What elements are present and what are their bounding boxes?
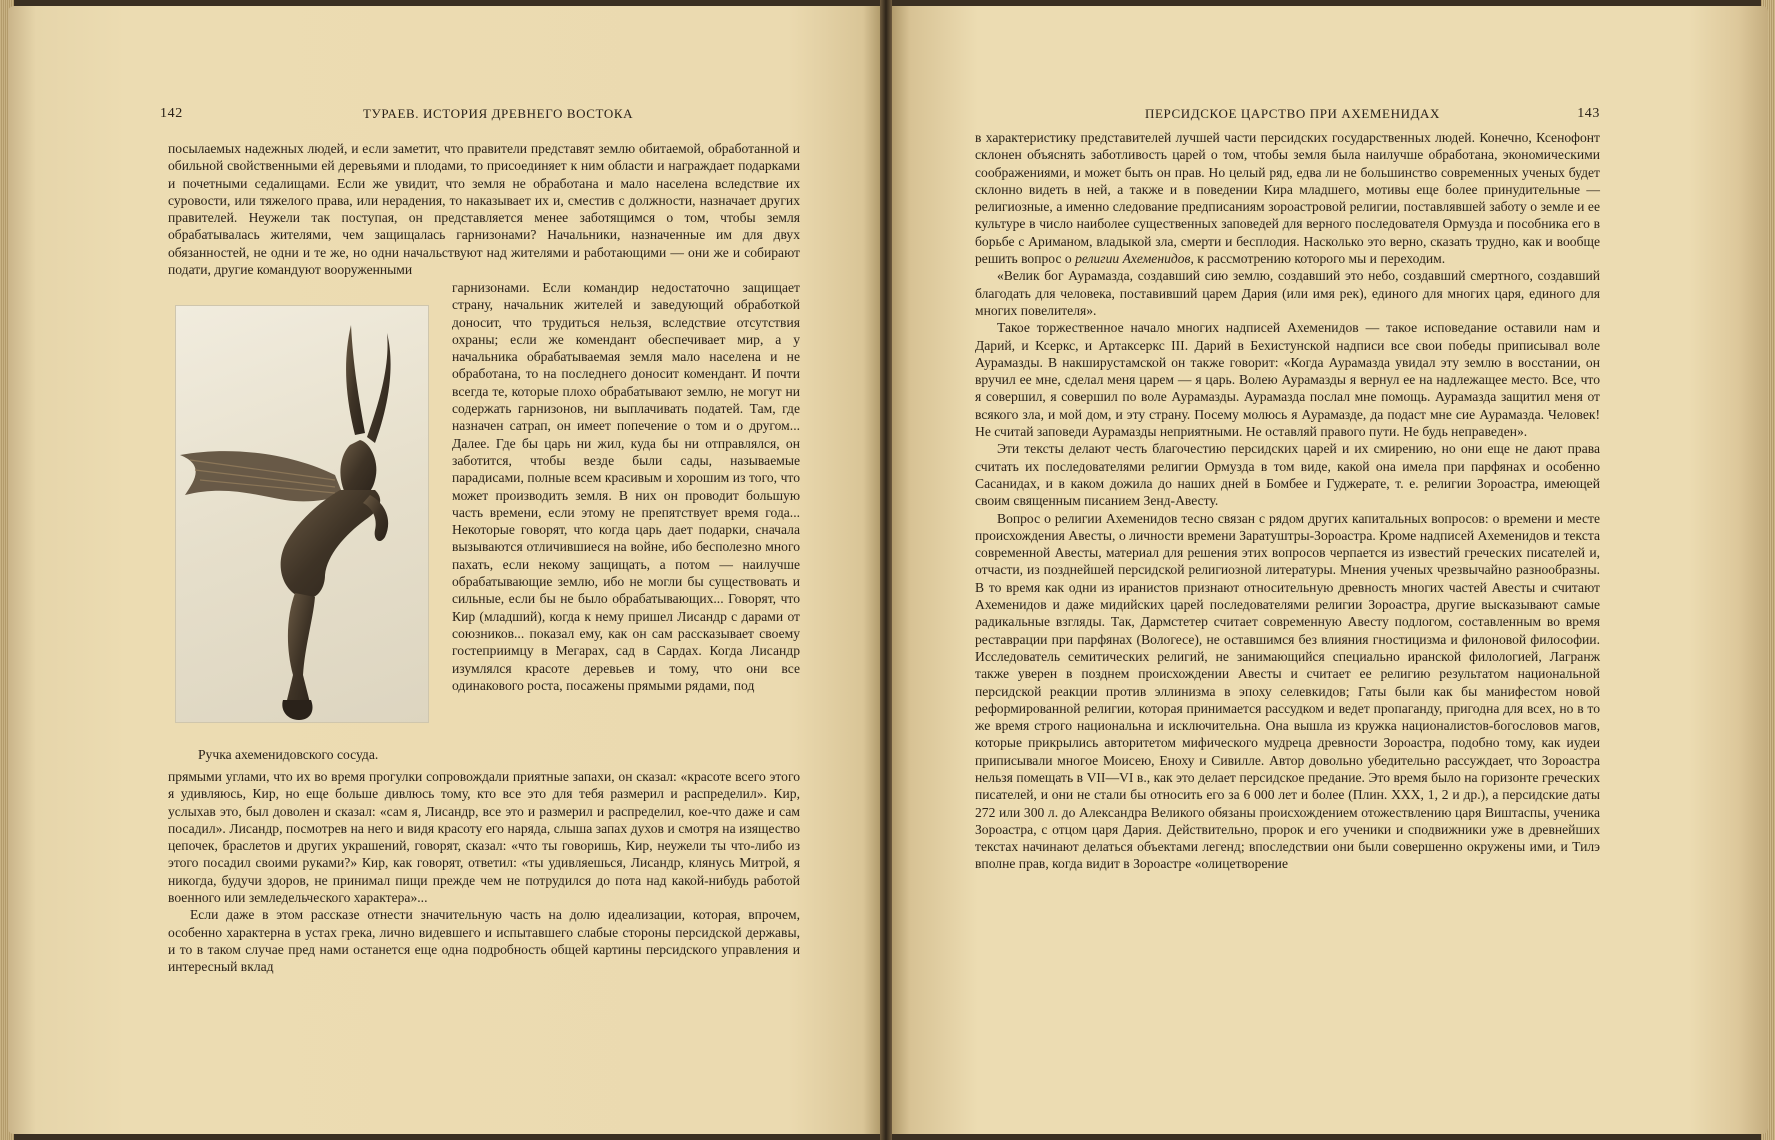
right-page-number: 143	[1577, 106, 1600, 121]
left-page-number: 142	[160, 106, 183, 121]
ibex-head	[340, 440, 376, 499]
hoof-base	[282, 700, 312, 720]
hind-leg-handle	[287, 593, 315, 712]
left-text-bottom	[168, 768, 800, 976]
right-running-title: ПЕРСИДСКОЕ ЦАРСТВО ПРИ АХЕМЕНИДАХ	[1145, 106, 1441, 121]
left-paragraph: прямыми углами, что их во время прогулки сопровождали приятные запахи, он сказал: «красоте всего этого я удивляюсь, Кир, но еще больше дивлюсь тому, кто все это для тебя размерил и распределил». Кир, услыхав это, был доволен и сказал: «сам я, Лисандр, все это и размерил и распределил, кое-что даже и сам посадил». Лисандр, посмотрев на него и видя красоту его наряда, слыша запах духов и смотря на изящество цепочек, браслетов и других украшений, говорят, сказал: «что ты говоришь, Кир, неужели ты что-либо из этого посадил своими руками?» Кир, как говорят, ответил: «ты удивляешься, Лисандр, клянусь Митрой, я никогда, будучи здоров, не принимал пищи прежде чем не потрудился до пота над какой-нибудь работой военного или земледельческого характера»...	[168, 769, 800, 906]
wing	[180, 451, 343, 501]
right-paragraph-text: в характеристику представителей лучшей части персидских государственных людей. Конечно, Ксенофонт склонен объяснять заботливость царей о том, чтобы земля была наилучше обработана, экономическими соображениями, и может быть он прав. Но целый ряд, едва ли не большинство современных ученых будет склонно видеть в ней, а также и в поведении Кира младшего, мотивы еще более принудительные — религиозные, а именно следование предписаниям зороастровой религии, поставлявшей заботу о земле и ее культуре в число наиболее существенных заповедей для верного последователя Ормузда и пособника его в борьбе с Ариманом, владыкой зла, смерти и бесплодия. Насколько это верно, сказать трудно, как и вообще решить вопрос о	[975, 130, 1600, 267]
horn-right	[367, 333, 391, 443]
winged-ibex-image	[175, 305, 429, 723]
right-paragraph: Эти тексты делают честь благочестию персидских царей и их смирению, но они еще не дают права считать их последователями религии Ормузда в том виде, какой она имела при парфянах и особенно Сасанидах, и в каком дожила до наших дней в Бомбее и Гуджерате, т. е. религии Зороастра, имеющей своим священным писанием Зенд-Авесту.	[975, 441, 1600, 509]
left-paragraph: гарнизонами. Если командир недостаточно защищает страну, начальник жителей и заведующий обработкой доносит, что трудиться нельзя, вследствие отсутствия охраны; если же комендант обеспечивает мир, а у начальника обрабатываемая земля мало населена и не обработана, то на последнего доносит комендант. И почти всегда те, которые плохо обрабатывают землю, не могут ни содержать гарнизонов, ни выплачивать податей. Там, где назначен сатрап, он имеет попечение о том и о другом... Далее. Где бы царь ни жил, куда бы ни отправлялся, он заботится, чтобы везде были сады, называемые парадисами, полные всем красивым и хорошим из того, что может производить земля. В них он проводит большую часть времени, если этому не препятствует время года... Некоторые говорят, что когда царь дает подарки, сначала вызываются отличившиеся на войне, ибо бесполезно много пахать, если некому защищать, а потом — наилучше обрабатывающие землю, ибо не могли бы существовать и сильные, если бы не было обрабатывающих... Говорят, что Кир (младший), когда к нему пришел Лисандр с дарами от союзников... показал ему, как он сам рассказывает своему гостеприимцу в Мегарах, сад в Сардах. Когда Лисандр изумлялся красоте деревьев и тому, что они все одинакового роста, посажены прямыми рядами, под	[452, 280, 800, 693]
right-paragraph	[975, 129, 1600, 267]
left-running-title: ТУРАЕВ. ИСТОРИЯ ДРЕВНЕГО ВОСТОКА	[363, 106, 634, 121]
left-text-wrap	[452, 279, 800, 694]
ibex-body	[281, 490, 381, 598]
right-paragraph: Вопрос о религии Ахеменидов тесно связан с рядом других капитальных вопросов: о времени и месте происхождения Авесты, о личности времени Заратуштры-Зороастра. Кроме надписей Ахеменидов и текста современной Авесты, материал для решения этих вопросов черпается из известий греческих писателей и, отчасти, из позднейшей персидской религиозной литературы. Мнения ученых чрезвычайно разнообразны. В то время как одни из иранистов признают относительную древность многих частей Авесты и считают Ахеменидов и даже мидийских царей последователями религии Зороастра, другие высказывают самые радикальные взгляды. Так, Дармстетер считает современную Авесту подлогом, составленным во время реставрации при парфянах (Вологесе), не оставшимся без влияния гностицизма и филоновой философии. Исследователь семитических религий, не занимающийся специально иранской филологией, Лагранж также уверен в позднем происхождении Авесты и считает ее религию результатом национальной персидской реакции против эллинизма в эпоху селевкидов; Гаты были как бы манифестом новой реформированной религии, которая принимается рассудком и ведет пропаганду, пригодна для всех, но в то же время строго национальна и исключительна. Она вышла из кружка националистов-богословов магов, которые прикрылись авторитетом мифического мудреца древности Зороастра, подобно тому, как иудеи приписывали многое Моисею, Еноху и Сивилле. Автор довольно убедительно рассуждает, что Зороастра нельзя помещать в VII—VI в., как это делает персидское предание. Это время было на горизонте греческих писателей, и они не стали бы относить его за 6 000 лет и более (Плин. XXX, 1, 2 и др.), а персидские даты 272 или 300 л. до Александра Великого обязаны происхождением отожествлению царя Виштаспы, ученика Зороастра, с отцом царя Дария. Действительно, пророк и его ученики и сподвижники уже в древнейших текстах начинают делаться объектами легенд; впоследствии они были совершенно окружены ими, и Тилэ вполне прав, когда видит в Зороастре «олицетворение	[975, 510, 1600, 872]
right-paragraph: Такое торжественное начало многих надписей Ахеменидов — такое исповедание оставили нам и Дарий, и Ксеркс, и Артаксеркс III. Дарий в Бехистунской надписи все свои победы приписывал воле Аурамазды. В накширустамской он также говорит: «Когда Аурамазда увидал эту землю в восстании, он вручил ее мне, сделал меня царем — я царь. Волею Аурамазды я вернул ее на надлежащее место. Все, что я совершил, я совершил по воле Аурамазды. Аурамазда послал мне помощь. Аурамазда защитил меня от всякого зла, и мой дом, и эту страну. Посему молюсь я Аурамазде, да подаст мне сие Аурамазда. Человек! Не считай заповеди Аурамазды неприятными. Не оставляй правого пути. Не будь неправеден».	[975, 320, 1600, 440]
italic-term: религии Ахеменидов	[1075, 251, 1191, 267]
vessel-handle-figure	[175, 305, 429, 723]
left-paragraph: Если даже в этом рассказе отнести значительную часть на долю идеализации, которая, впрочем, особенно характерна в устах грека, лично видевшего и испытавшего слабые стороны персидской державы, и то в таком случае пред нами останется еще одна подробность общей картины персидского управления и интересный вклад	[168, 907, 800, 975]
right-paragraph: «Велик бог Аурамазда, создавший сию землю, создавший это небо, создавший смертного, создавший благодать для человека, поставивший царем Дария (или имя рек), единого для многих царя, единого для многих повелителя».	[975, 268, 1600, 318]
right-paragraph-text: , к рассмотрению которого мы и переходим.	[1190, 251, 1446, 267]
figure-caption: Ручка ахеменидовского сосуда.	[198, 747, 379, 762]
book-gutter	[880, 0, 892, 1140]
left-text-top	[168, 140, 800, 278]
horn-left	[346, 325, 365, 435]
left-paragraph: посылаемых надежных людей, и если заметит, что правители представят землю обитаемой, обработанной и обильной свойственными ей деревьями и плодами, то присоединяет к ним области и награждает подарками и почетными седалищами. Если же увидит, что земля не обработана и мало населена вследствие их суровости, или тяжелого права, или нерадения, то наказывает их и, сместив с должности, назначает других правителей. Неужели так поступая, он представляется менее заботящимся о том, чтобы земля обрабатывалась жителями, чем защищалась гарнизонами? Начальники, назначенные им для двух обязанностей, не одни и те же, но одни начальствуют над жителями и работающими — они же и собирают подати, другие командуют вооруженными	[168, 141, 800, 278]
right-text	[975, 129, 1600, 873]
